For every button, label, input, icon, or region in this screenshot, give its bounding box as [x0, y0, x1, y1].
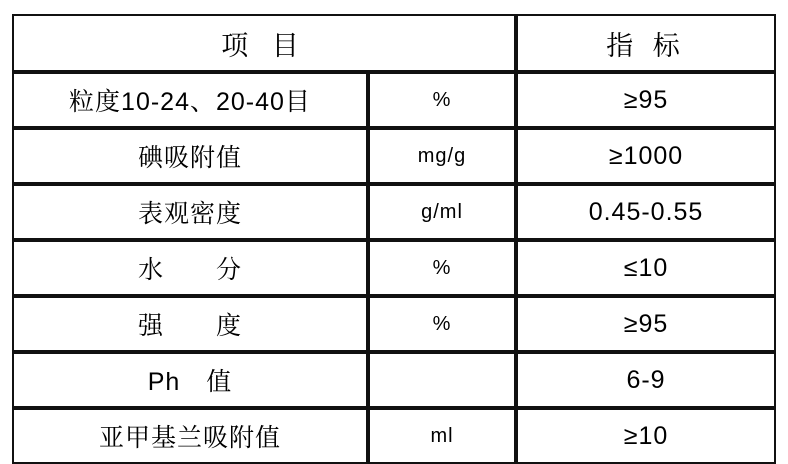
cell-value: ≥95: [516, 72, 776, 128]
table-row: [12, 240, 776, 296]
cell-unit: %: [368, 296, 516, 352]
specification-table: [12, 14, 776, 464]
cell-unit: mg/g: [368, 128, 516, 184]
cell-unit: %: [368, 240, 516, 296]
table-header-row: [12, 14, 776, 72]
cell-value: ≥10: [516, 408, 776, 464]
cell-value: 0.45-0.55: [516, 184, 776, 240]
cell-value: ≥95: [516, 296, 776, 352]
table-row: [12, 408, 776, 464]
cell-value: ≤10: [516, 240, 776, 296]
header-cell-item: 项 目: [12, 14, 516, 72]
cell-item: Ph 值: [12, 352, 368, 408]
cell-unit: [368, 352, 516, 408]
table-row: [12, 352, 776, 408]
cell-value: 6-9: [516, 352, 776, 408]
cell-unit: %: [368, 72, 516, 128]
table-row: [12, 72, 776, 128]
cell-unit: g/ml: [368, 184, 516, 240]
cell-item: 强 度: [12, 296, 368, 352]
cell-item: 水 分: [12, 240, 368, 296]
cell-unit: ml: [368, 408, 516, 464]
table-row: [12, 128, 776, 184]
table-row: [12, 296, 776, 352]
cell-item: 表观密度: [12, 184, 368, 240]
cell-item: 粒度10-24、20-40目: [12, 72, 368, 128]
header-cell-value: 指 标: [516, 14, 776, 72]
cell-value: ≥1000: [516, 128, 776, 184]
table-row: [12, 184, 776, 240]
cell-item: 碘吸附值: [12, 128, 368, 184]
cell-item: 亚甲基兰吸附值: [12, 408, 368, 464]
